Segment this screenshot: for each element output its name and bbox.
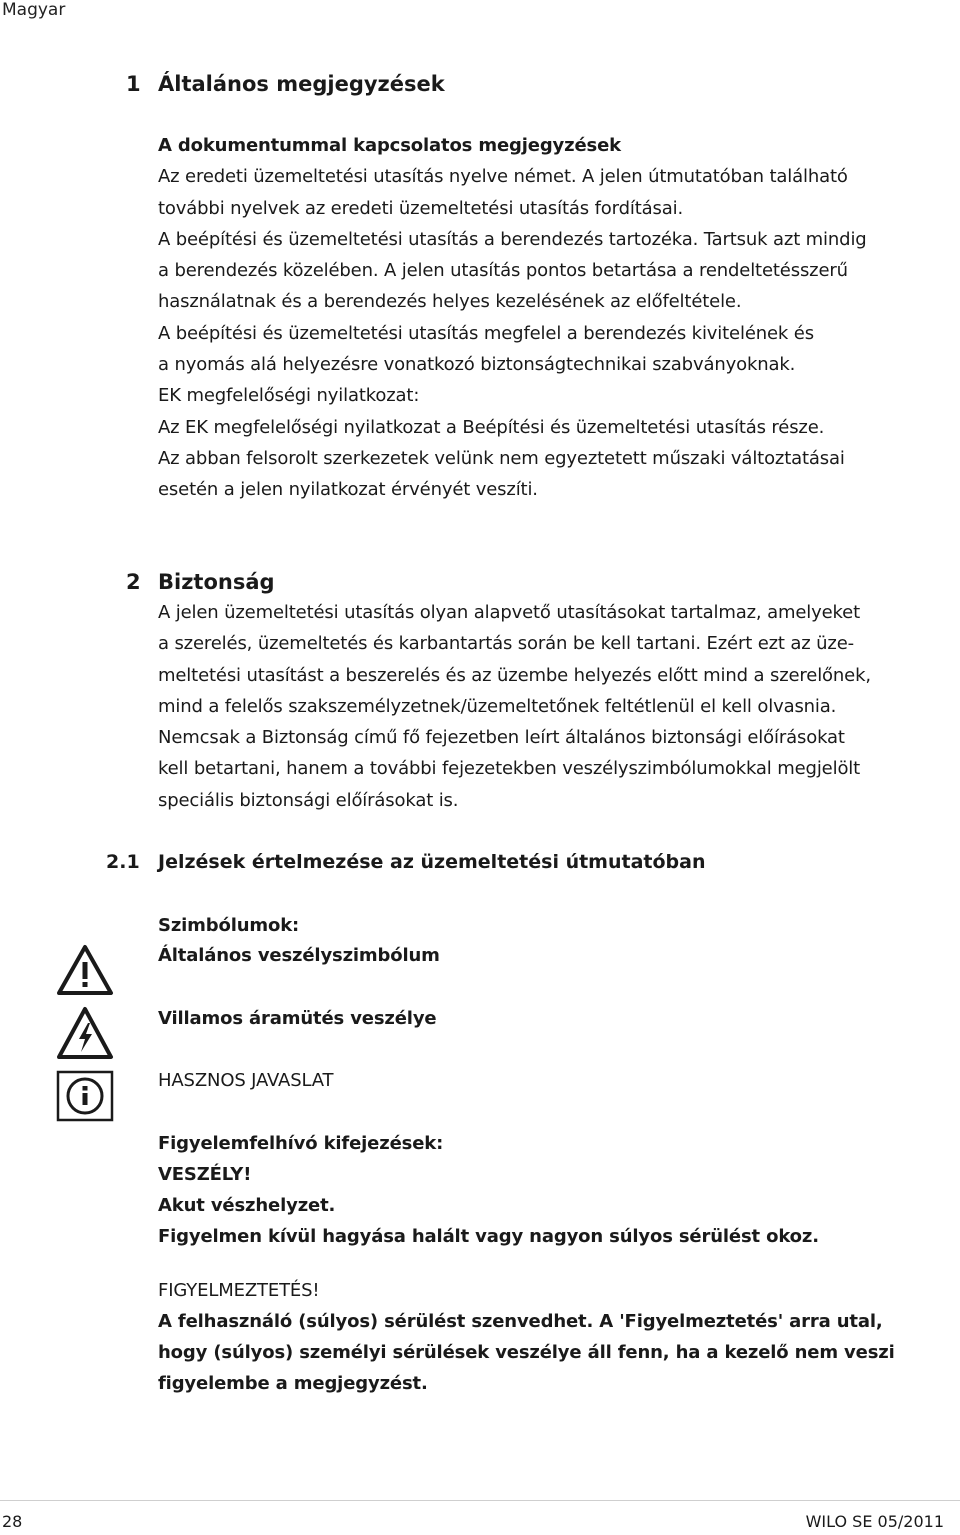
warnings-heading: Figyelemfelhívó kifejezések: <box>158 1133 444 1154</box>
warning-line: hogy (súlyos) személyi sérülések veszélye áll fenn, ha a kezelő nem veszi <box>158 1342 895 1363</box>
danger-title: VESZÉLY! <box>158 1164 252 1185</box>
warning-title: FIGYELMEZTETÉS! <box>158 1280 320 1301</box>
warning-line: figyelembe a megjegyzést. <box>158 1373 428 1394</box>
page-number: 28 <box>2 1512 23 1531</box>
warning-triangle-icon <box>56 944 114 1000</box>
section-2-1-number: 2.1 <box>106 851 140 873</box>
paragraph-line: A jelen üzemeltetési utasítás olyan alapvető utasításokat tartalmaz, amelyeket <box>158 602 860 623</box>
section-2-title: Biztonság <box>158 570 275 594</box>
footer-brand: WILO SE 05/2011 <box>805 1512 944 1531</box>
paragraph-line: a nyomás alá helyezésre vonatkozó biztonságtechnikai szabványoknak. <box>158 354 796 376</box>
symbols-heading: Szimbólumok: <box>158 915 300 936</box>
paragraph-line: EK megfelelőségi nyilatkozat: <box>158 385 420 407</box>
section-1-subtitle: A dokumentummal kapcsolatos megjegyzések <box>158 135 621 156</box>
paragraph-line: A beépítési és üzemeltetési utasítás a berendezés tartozéka. Tartsuk azt mindig <box>158 228 867 250</box>
section-2-body <box>158 597 958 816</box>
section-2-number: 2 <box>126 570 141 594</box>
symbol-info-label: HASZNOS JAVASLAT <box>158 1070 334 1091</box>
paragraph-line: további nyelvek az eredeti üzemeltetési utasítás fordításai. <box>158 197 684 219</box>
paragraph-line: Az abban felsorolt szerkezetek velünk nem egyeztetett műszaki változtatásai <box>158 447 845 469</box>
info-icon <box>56 1070 114 1126</box>
footer-divider <box>0 1500 960 1501</box>
paragraph-line: a szerelés, üzemeltetés és karbantartás során be kell tartani. Ezért ezt az üze- <box>158 633 854 655</box>
paragraph-line: meltetési utasítást a beszerelés és az üzembe helyezés előtt mind a szerelőnek, <box>158 664 871 686</box>
danger-line: Figyelmen kívül hagyása halált vagy nagyon súlyos sérülést okoz. <box>158 1226 819 1247</box>
paragraph-line: Nemcsak a Biztonság című fő fejezetben leírt általános biztonsági előírásokat <box>158 727 845 749</box>
warning-line: A felhasználó (súlyos) sérülést szenvedhet. A 'Figyelmeztetés' arra utal, <box>158 1311 883 1332</box>
danger-line: Akut vészhelyzet. <box>158 1195 336 1216</box>
paragraph-line: esetén a jelen nyilatkozat érvényét veszíti. <box>158 479 538 501</box>
paragraph-line: speciális biztonsági előírásokat is. <box>158 789 459 811</box>
electric-shock-icon <box>56 1006 114 1064</box>
paragraph-line: Az eredeti üzemeltetési utasítás nyelve német. A jelen útmutatóban található <box>158 166 848 188</box>
warning-block <box>158 1275 958 1399</box>
paragraph-line: a berendezés közelében. A jelen utasítás pontos betartása a rendeltetésszerű <box>158 260 848 282</box>
paragraph-line: Az EK megfelelőségi nyilatkozat a Beépítési és üzemeltetési utasítás része. <box>158 416 825 438</box>
danger-block <box>158 1128 958 1252</box>
section-1-body <box>158 130 958 506</box>
paragraph-line: A beépítési és üzemeltetési utasítás megfelel a berendezés kivitelének és <box>158 322 814 344</box>
symbol-general-label: Általános veszélyszimbólum <box>158 945 440 966</box>
paragraph-line: használatnak és a berendezés helyes kezelésének az előfeltétele. <box>158 291 742 313</box>
symbol-electric-label: Villamos áramütés veszélye <box>158 1008 437 1029</box>
section-2-1-title: Jelzések értelmezése az üzemeltetési útmutatóban <box>158 851 706 873</box>
paragraph-line: kell betartani, hanem a további fejezetekben veszélyszimbólumokkal megjelölt <box>158 758 861 780</box>
language-label: Magyar <box>2 0 66 20</box>
section-1-number: 1 <box>126 72 141 96</box>
paragraph-line: mind a felelős szakszemélyzetnek/üzemeltetőnek feltétlenül el kell olvasnia. <box>158 695 837 717</box>
section-1-title: Általános megjegyzések <box>158 72 445 96</box>
